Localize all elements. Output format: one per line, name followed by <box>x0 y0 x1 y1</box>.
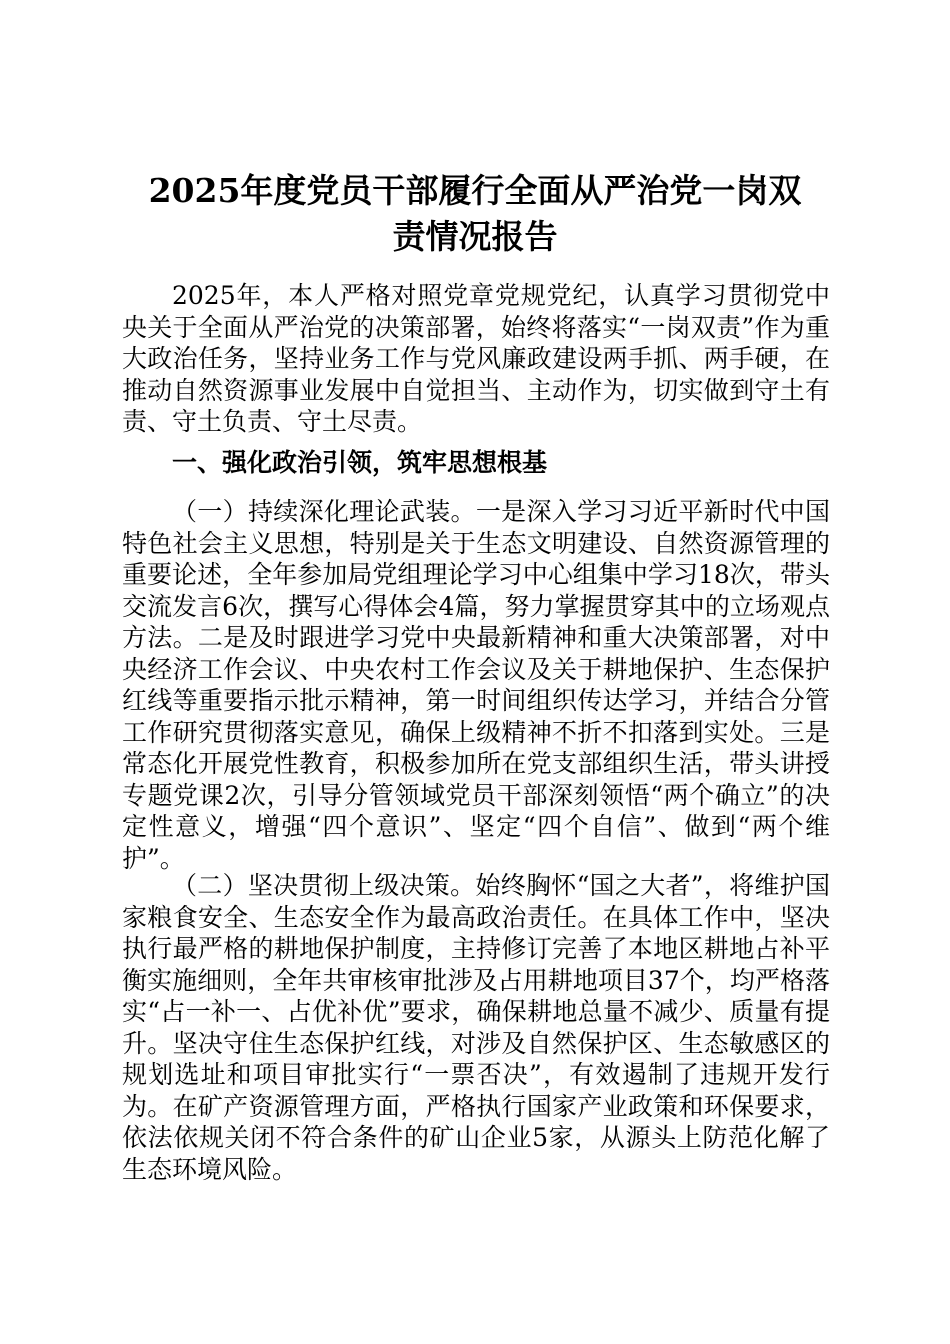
section-1-paragraph-1: （一）持续深化理论武装。一是深入学习习近平新时代中国特色社会主义思想，特别是关于生态文明建设、自然资源管理的重要论述，全年参加局党组理论学习中心组集中学习18次，带头交流发言6次，撰写心得体会4篇，努力掌握贯穿其中的立场观点方法。二是及时跟进学习党中央最新精神和重大决策部署，对中央经济工作会议、中央农村工作会议及关于耕地保护、生态保护红线等重要指示批示精神，第一时间组织传达学习，并结合分管工作研究贯彻落实意见，确保上级精神不折不扣落到实处。三是常态化开展党性教育，积极参加所在党支部组织生活，带头讲授专题党课2次，引导分管领域党员干部深刻领悟“两个确立”的决定性意义，增强“四个意识”、坚定“四个自信”、做到“两个维护”。 <box>122 497 830 873</box>
intro-paragraph: 2025年，本人严格对照党章党规党纪，认真学习贯彻党中央关于全面从严治党的决策部署，始终将落实“一岗双责”作为重大政治任务，坚持业务工作与党风廉政建设两手抓、两手硬，在推动自然资源事业发展中自觉担当、主动作为，切实做到守土有责、守土负责、守土尽责。 <box>122 281 830 436</box>
section-1-heading: 一、强化政治引领，筑牢思想根基 <box>172 448 548 477</box>
document-title <box>120 168 830 260</box>
title-line-1: 2025年度党员干部履行全面从严治党一岗双 <box>148 171 802 210</box>
title-line-2: 责情况报告 <box>392 217 558 256</box>
section-1-paragraph-2: （二）坚决贯彻上级决策。始终胸怀“国之大者”，将维护国家粮食安全、生态安全作为最高政治责任。在具体工作中，坚决执行最严格的耕地保护制度，主持修订完善了本地区耕地占补平衡实施细则，全年共审核审批涉及占用耕地项目37个，均严格落实“占一补一、占优补优”要求，确保耕地总量不减少、质量有提升。坚决守住生态保护红线，对涉及自然保护区、生态敏感区的规划选址和项目审批实行“一票否决”，有效遏制了违规开发行为。在矿产资源管理方面，严格执行国家产业政策和环保要求，依法依规关闭不符合条件的矿山企业5家，从源头上防范化解了生态环境风险。 <box>122 871 830 1184</box>
